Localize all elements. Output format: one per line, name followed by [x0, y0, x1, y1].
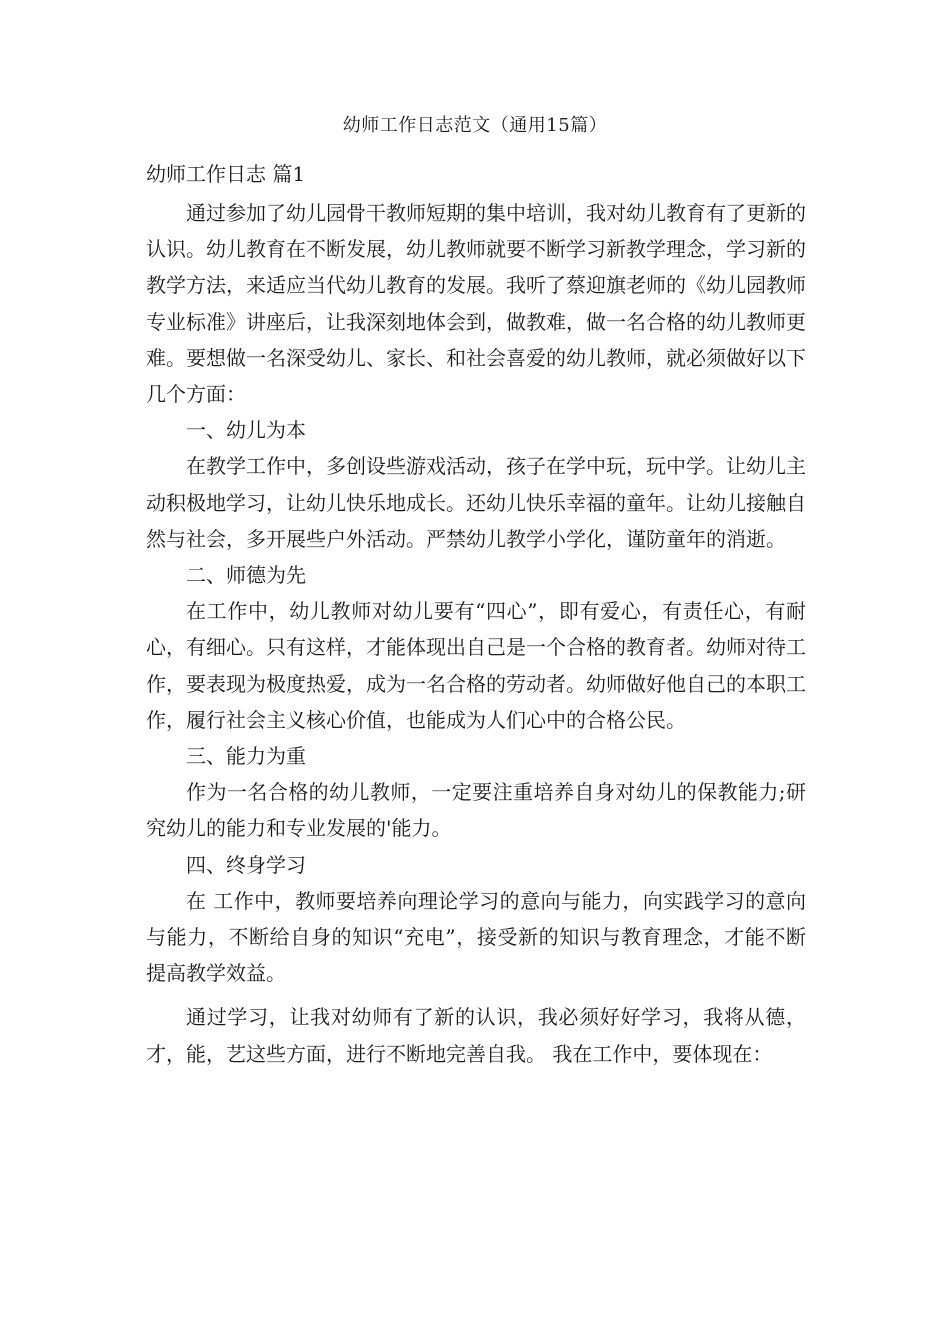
- document-title: 幼师工作日志范文（通用15篇）: [342, 115, 608, 136]
- paragraph-conclusion: 通过学习，让我对幼师有了新的认识，我必须好好学习，我将从德，才，能，艺这些方面，进行不断地完善自我。 我在工作中，要体现在：: [146, 1005, 806, 1066]
- subheading-children-first: 一、幼儿为本: [186, 418, 306, 443]
- paragraph-ability-focus: 作为一名合格的幼儿教师，一定要注重培养自身对幼儿的保教能力;研究幼儿的能力和专业发展的'能力。: [146, 780, 806, 841]
- section-heading: 幼师工作日志 篇1: [146, 162, 306, 186]
- subheading-lifelong-learning: 四、终身学习: [186, 852, 306, 877]
- subheading-ethics-first: 二、师德为先: [186, 563, 306, 588]
- document-body: [146, 195, 806, 1072]
- paragraph-ethics-first: 在工作中，幼儿教师对幼儿要有“四心”，即有爱心，有责任心，有耐心，有细心。只有这样，才能体现出自己是一个合格的教育者。幼师对待工作，要表现为极度热爱，成为一名合格的劳动者。幼师做好他自己的本职工作，履行社会主义核心价值，也能成为人们心中的合格公民。: [146, 599, 806, 732]
- paragraph-lifelong-learning: 在 工作中，教师要培养向理论学习的意向与能力，向实践学习的意向与能力，不断给自身的知识“充电”，接受新的知识与教育理念，才能不断提高教学效益。: [146, 888, 806, 986]
- paragraph-children-first: 在教学工作中，多创设些游戏活动，孩子在学中玩，玩中学。让幼儿主动积极地学习，让幼儿快乐地成长。还幼儿快乐幸福的童年。让幼儿接触自然与社会，多开展些户外活动。严禁幼儿教学小学化，谨防童年的消逝。: [146, 454, 806, 551]
- subheading-ability-focus: 三、能力为重: [186, 744, 306, 769]
- paragraph-intro: 通过参加了幼儿园骨干教师短期的集中培训，我对幼儿教育有了更新的认识。幼儿教育在不断发展，幼儿教师就要不断学习新教学理念，学习新的教学方法，来适应当代幼儿教育的发展。我听了蔡迎旗老师的《幼儿园教师专业标准》讲座后，让我深刻地体会到，做教难，做一名合格的幼儿教师更难。要想做一名深受幼儿、家长、和社会喜爱的幼儿教师，就必须做好以下几个方面：: [146, 201, 806, 407]
